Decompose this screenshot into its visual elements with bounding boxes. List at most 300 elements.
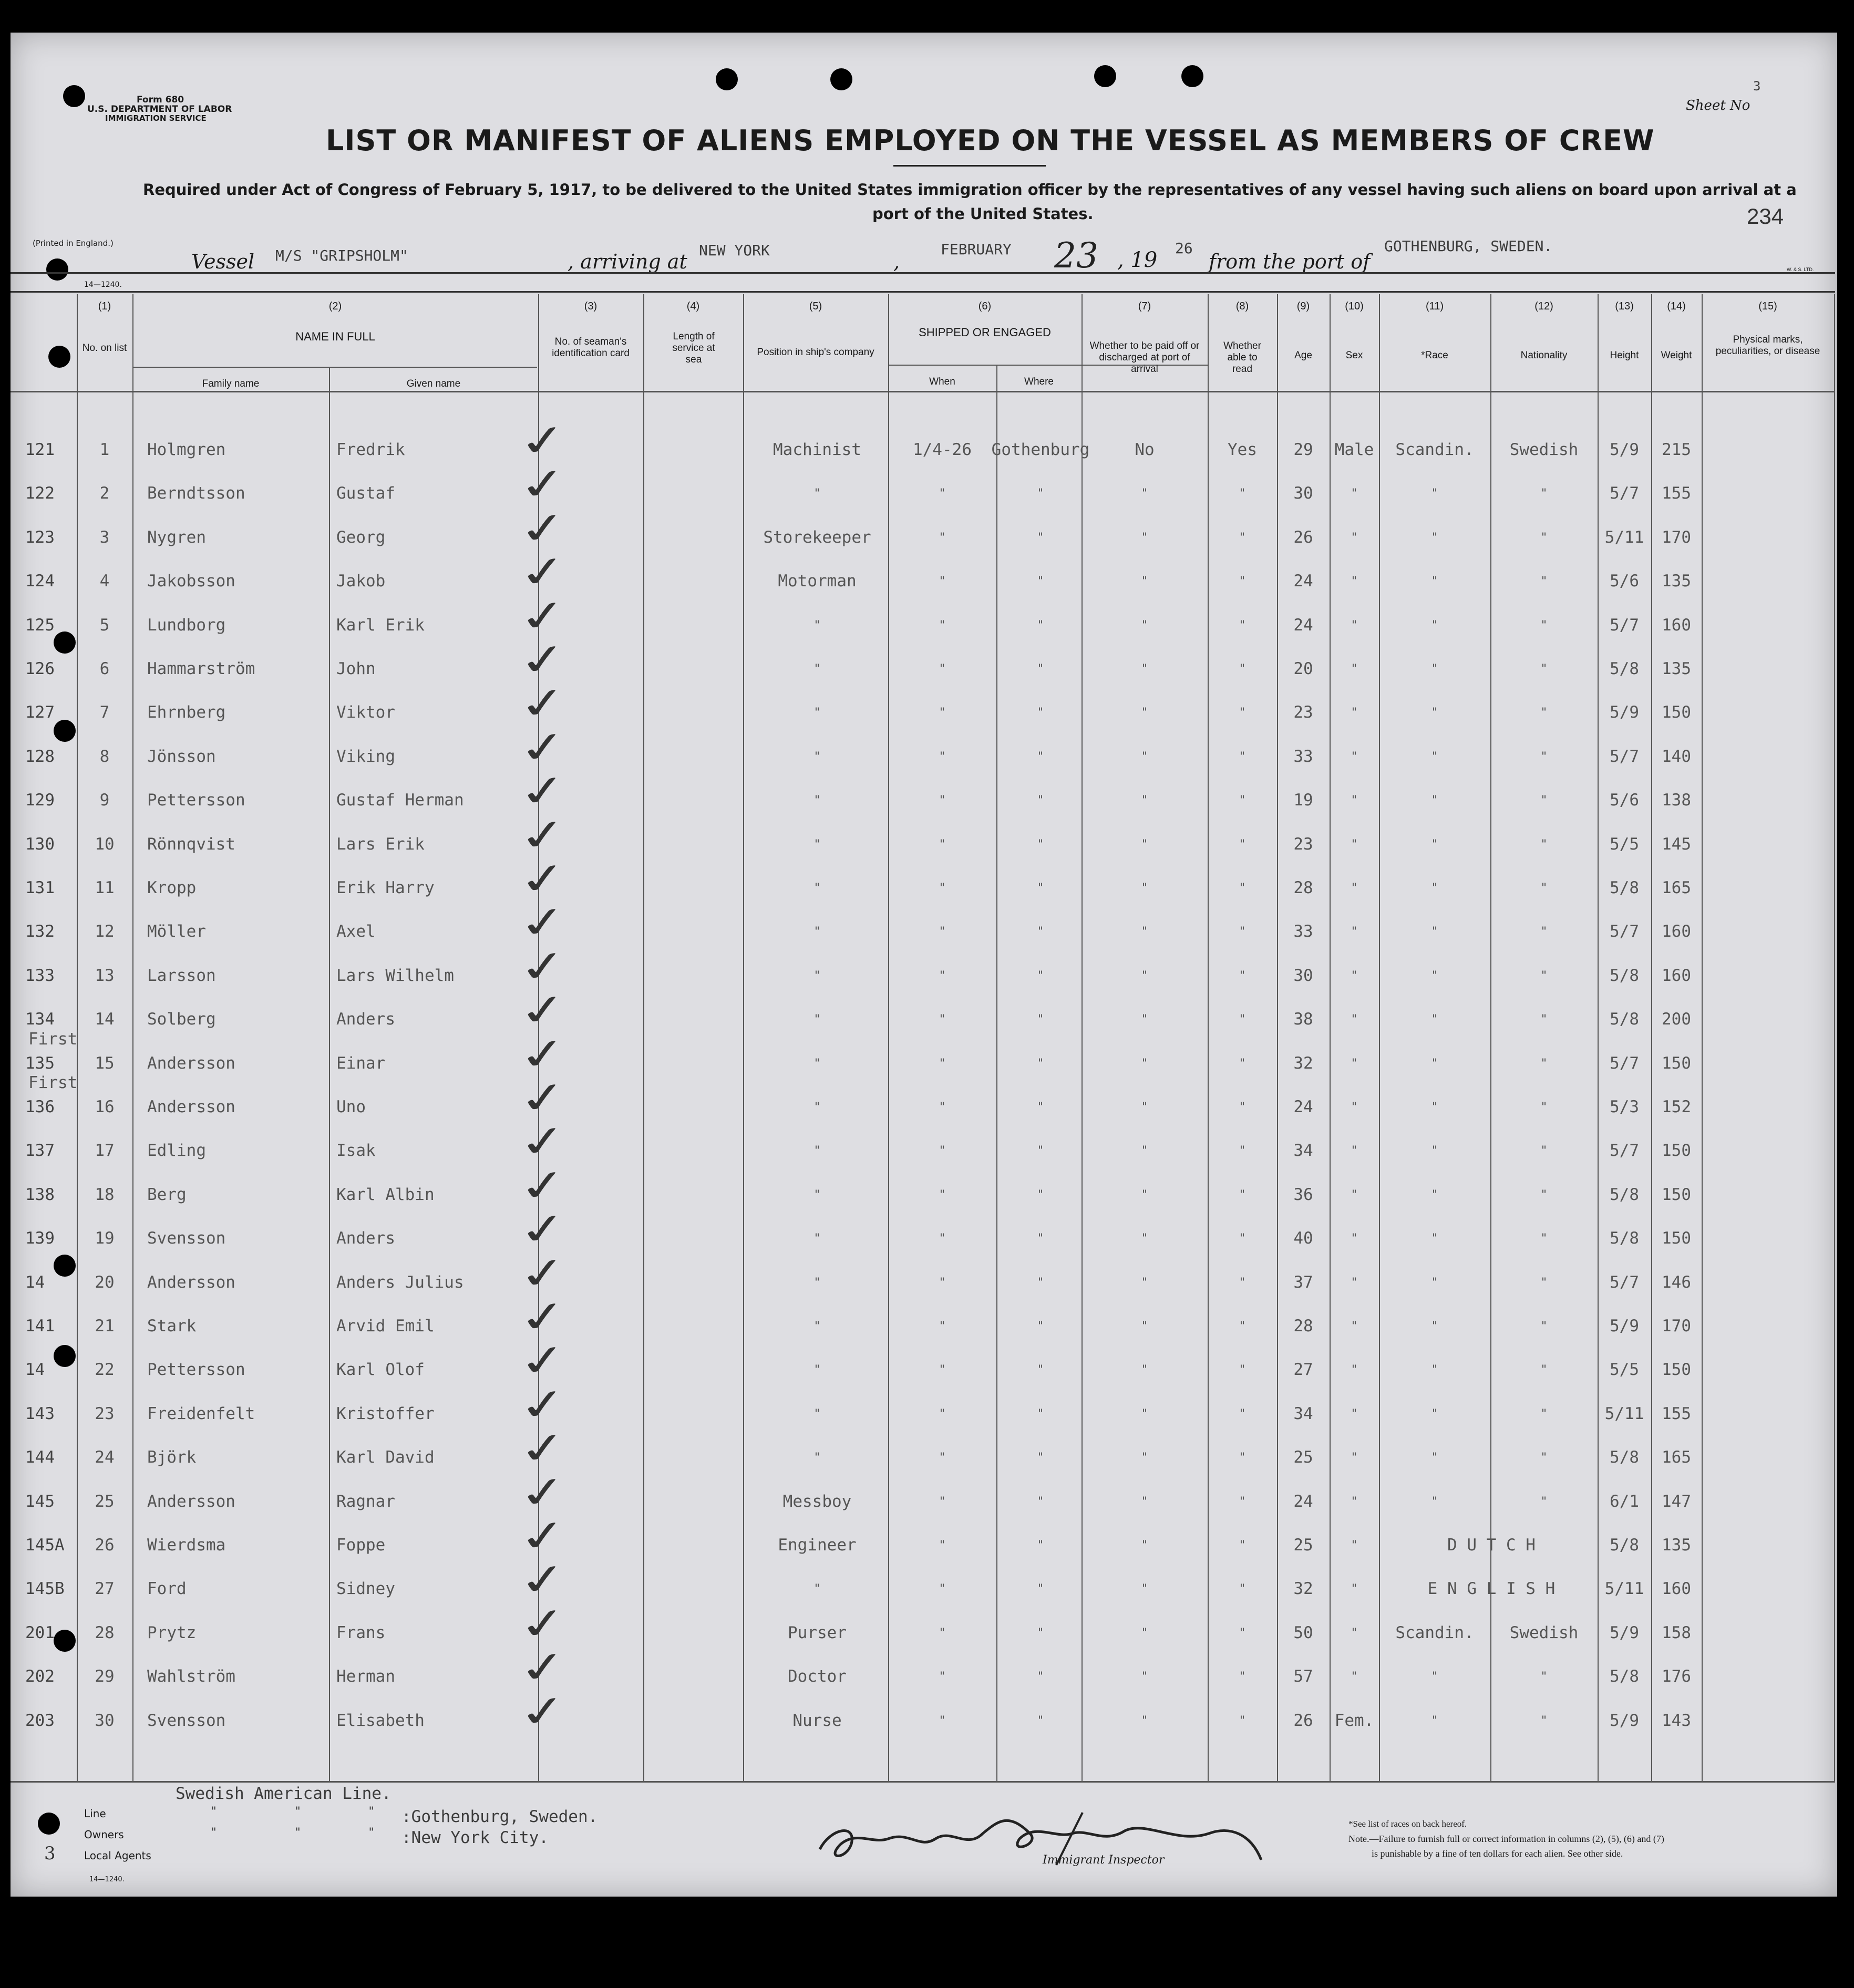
cell-no: 9 <box>99 791 110 810</box>
ditto-mark: " <box>939 487 946 501</box>
col-number: (11) <box>1425 301 1444 312</box>
ditto-mark: " <box>1037 531 1044 544</box>
cell-age: 37 <box>1293 1272 1313 1292</box>
ditto-mark: " <box>1239 969 1246 982</box>
punch-hole <box>716 68 738 90</box>
cell-margin: 137 <box>25 1141 55 1161</box>
ditto-mark: " <box>1431 794 1438 807</box>
check-mark-icon: ✓ <box>513 852 573 906</box>
cell-margin: 122 <box>25 484 55 503</box>
cell-age: 23 <box>1293 703 1313 722</box>
cell-age: 24 <box>1293 1492 1313 1511</box>
ditto-mark: " <box>1351 925 1358 939</box>
ditto-mark: " <box>1431 1101 1438 1114</box>
col-line <box>1702 294 1703 1781</box>
ditto-mark: " <box>1351 837 1358 851</box>
ditto-mark: " <box>1351 1407 1358 1421</box>
cell-family: Larsson <box>147 966 216 985</box>
punch-hole <box>63 85 85 107</box>
header-when: When <box>929 376 955 387</box>
cell-family: Freidenfelt <box>147 1404 255 1423</box>
header-nationality: Nationality <box>1520 350 1568 361</box>
cell-no: 4 <box>99 572 110 591</box>
cell-family: Andersson <box>147 1097 235 1116</box>
cell-margin: 202 <box>25 1667 55 1686</box>
cell-age: 33 <box>1293 747 1313 766</box>
ditto-mark: " <box>1540 575 1548 588</box>
cell-no: 7 <box>99 703 110 722</box>
cell-given: Axel <box>336 922 376 941</box>
ditto-mark: " <box>1239 1232 1246 1246</box>
cell-weight: 135 <box>1662 1536 1691 1555</box>
cell-age: 24 <box>1293 572 1313 591</box>
ditto-mark: " <box>1037 618 1044 632</box>
cell-margin: 124 <box>25 572 55 591</box>
cell-family: Möller <box>147 922 206 941</box>
ditto-mark: " <box>939 969 946 982</box>
ditto-mark: " <box>1351 1188 1358 1202</box>
col-number: (15) <box>1758 301 1777 312</box>
cell-weight: 140 <box>1662 747 1691 766</box>
form-code: 14—1240. <box>84 281 122 289</box>
ditto-mark: " <box>1239 882 1246 895</box>
ditto-mark: " <box>1540 1407 1548 1421</box>
ditto-mark: " <box>1141 1539 1148 1552</box>
cell-no: 29 <box>95 1667 115 1686</box>
punch-hole <box>46 258 68 281</box>
ditto-mark: " <box>1540 794 1548 807</box>
cell-age: 38 <box>1293 1010 1313 1029</box>
ditto-mark: " <box>1037 1363 1044 1377</box>
cell-position: Purser <box>788 1623 847 1642</box>
ditto-mark: " <box>813 750 821 763</box>
cell-height: 5/8 <box>1610 1229 1639 1248</box>
check-mark-icon: ✓ <box>513 589 573 643</box>
cell-height: 6/1 <box>1610 1492 1639 1511</box>
cell-when: 1/4-26 <box>913 440 972 459</box>
ditto-mark: " <box>813 1451 821 1465</box>
cell-family: Nygren <box>147 527 206 547</box>
cell-height: 5/8 <box>1610 878 1639 897</box>
cell-age: 36 <box>1293 1185 1313 1204</box>
cell-family: Solberg <box>147 1010 216 1029</box>
cell-family: Lundborg <box>147 615 226 635</box>
cell-no: 27 <box>95 1579 115 1599</box>
ditto-mark: " <box>939 1407 946 1421</box>
cell-height: 5/7 <box>1610 484 1639 503</box>
ditto-mark: " <box>813 837 821 851</box>
header-able-read: Whether able to read <box>1223 340 1261 375</box>
punch-hole <box>1094 65 1116 87</box>
col-line <box>743 294 744 1781</box>
ditto-mark: " <box>939 1232 946 1246</box>
check-mark-icon: ✓ <box>513 1027 573 1081</box>
check-mark-icon: ✓ <box>513 1597 573 1651</box>
ditto-mark: " <box>1351 1013 1358 1027</box>
col-number: (4) <box>686 301 700 312</box>
cell-position: Doctor <box>788 1667 847 1686</box>
arrival-month: FEBRUARY <box>941 241 1012 258</box>
ditto-mark: " <box>1037 1188 1044 1202</box>
col-number: (9) <box>1296 301 1310 312</box>
document-title: LIST OR MANIFEST OF ALIENS EMPLOYED ON THE VESSEL AS MEMBERS OF CREW <box>326 124 1655 157</box>
cell-no: 19 <box>95 1229 115 1248</box>
ditto-mark: " <box>1540 1451 1548 1465</box>
ditto-mark: " <box>1239 487 1246 501</box>
ditto-mark: " <box>1239 531 1246 544</box>
punch-hole <box>38 1813 60 1835</box>
cell-given: Anders Julius <box>336 1272 464 1292</box>
cell-weight: 165 <box>1662 1448 1691 1467</box>
cell-margin: 139 <box>25 1229 55 1248</box>
ditto-mark: " <box>294 1826 302 1839</box>
cell-margin: 128 <box>25 747 55 766</box>
cell-no: 17 <box>95 1141 115 1161</box>
ditto-mark: " <box>813 925 821 939</box>
ditto-mark: " <box>294 1805 302 1818</box>
punch-hole <box>830 68 852 90</box>
cell-height: 5/11 <box>1604 1404 1644 1423</box>
col-line <box>888 294 889 1781</box>
cell-age: 32 <box>1293 1053 1313 1073</box>
header-name-in-full: NAME IN FULL <box>295 330 375 343</box>
inspector-label: Immigrant Inspector <box>1043 1854 1165 1867</box>
vessel-label: Vessel <box>191 250 255 273</box>
cell-weight: 160 <box>1662 1579 1691 1599</box>
cell-no: 5 <box>99 615 110 635</box>
cell-margin: 125 <box>25 615 55 635</box>
col-line <box>1490 294 1491 1781</box>
cell-height: 5/7 <box>1610 615 1639 635</box>
table-bottom-rule <box>11 1781 1835 1783</box>
ditto-mark: " <box>1037 1626 1044 1640</box>
cell-height: 5/8 <box>1610 1185 1639 1204</box>
cell-given: Jakob <box>336 572 386 591</box>
col-number: (14) <box>1667 301 1686 312</box>
ditto-mark: " <box>1431 837 1438 851</box>
check-mark-icon: ✓ <box>513 1115 573 1168</box>
ditto-mark: " <box>1037 882 1044 895</box>
ditto-mark: " <box>1141 969 1148 982</box>
ditto-mark: " <box>1431 969 1438 982</box>
col-line <box>643 294 644 1781</box>
line-label: Line <box>84 1807 106 1820</box>
check-mark-icon: ✓ <box>513 720 573 774</box>
punch-hole <box>54 720 76 742</box>
cell-given: Gustaf Herman <box>336 791 464 810</box>
vessel-name: M/S "GRIPSHOLM" <box>275 247 408 264</box>
ditto-mark: " <box>1037 794 1044 807</box>
cell-no: 13 <box>95 966 115 985</box>
sheet-label: Sheet No <box>1686 98 1750 113</box>
page-number: 234 <box>1747 204 1784 229</box>
cell-no: 11 <box>95 878 115 897</box>
ditto-mark: " <box>1540 487 1548 501</box>
ditto-mark: " <box>1351 1232 1358 1246</box>
ditto-mark: " <box>1037 1582 1044 1596</box>
ditto-mark: " <box>939 1363 946 1377</box>
col-number: (12) <box>1534 301 1553 312</box>
ditto-mark: " <box>1141 837 1148 851</box>
cell-family: Pettersson <box>147 1360 245 1380</box>
cell-weight: 200 <box>1662 1010 1691 1029</box>
cell-given: Arvid Emil <box>336 1317 435 1335</box>
cell-no: 16 <box>95 1097 115 1116</box>
ditto-mark: " <box>1431 531 1438 544</box>
header-length-service: Length of service at sea <box>672 331 715 365</box>
ditto-mark: " <box>1141 1232 1148 1246</box>
ditto-mark: " <box>1037 1013 1044 1027</box>
cell-family: Svensson <box>147 1711 226 1730</box>
check-mark-icon: ✓ <box>513 1509 573 1563</box>
cell-weight: 147 <box>1662 1492 1691 1511</box>
ditto-mark: " <box>1431 1057 1438 1070</box>
ditto-mark: " <box>1351 1320 1358 1333</box>
cell-family: Andersson <box>147 1272 235 1292</box>
cell-age: 40 <box>1293 1229 1313 1248</box>
ditto-mark: " <box>813 1144 821 1158</box>
arrival-port: NEW YORK <box>699 242 770 259</box>
cell-given: Viking <box>336 747 395 766</box>
cell-margin: 126 <box>25 659 55 678</box>
ditto-mark: " <box>939 1057 946 1070</box>
ditto-mark: " <box>1351 969 1358 982</box>
check-mark-icon: ✓ <box>513 677 573 730</box>
ditto-mark: " <box>210 1805 218 1818</box>
ditto-mark: " <box>1037 1451 1044 1465</box>
arriving-label: , arriving at <box>568 250 687 273</box>
ditto-mark: " <box>1351 1495 1358 1508</box>
cell-no: 22 <box>95 1360 115 1380</box>
ditto-mark: " <box>1351 1670 1358 1684</box>
header-id-card: No. of seaman's identification card <box>552 336 630 359</box>
race-note: *See list of races on back hereof. <box>1348 1819 1467 1829</box>
check-mark-icon: ✓ <box>513 1334 573 1388</box>
cell-given: John <box>336 659 376 678</box>
ditto-mark: " <box>1239 1276 1246 1289</box>
cell-no: 8 <box>99 747 110 766</box>
cell-height: 5/9 <box>1610 1623 1639 1642</box>
ditto-mark: " <box>1037 1276 1044 1289</box>
ditto-mark: " <box>1431 925 1438 939</box>
cell-weight: 150 <box>1662 1185 1691 1204</box>
ditto-mark: " <box>1239 1057 1246 1070</box>
cell-given: Isak <box>336 1141 376 1161</box>
cell-weight: 170 <box>1662 1317 1691 1335</box>
cell-weight: 145 <box>1662 834 1691 854</box>
cell-family: Berndtsson <box>147 484 245 503</box>
cell-margin: 141 <box>25 1317 55 1335</box>
cell-family: Kropp <box>147 878 197 897</box>
ditto-mark: " <box>1141 1013 1148 1027</box>
ditto-mark: " <box>1351 794 1358 807</box>
col-number: (13) <box>1615 301 1634 312</box>
ditto-mark: " <box>1239 1582 1246 1596</box>
ditto-mark: " <box>1540 1495 1548 1508</box>
arrival-day: 23 <box>1054 235 1098 276</box>
cell-height: 5/8 <box>1610 659 1639 678</box>
ditto-mark: " <box>1540 1320 1548 1333</box>
cell-age: 57 <box>1293 1667 1313 1686</box>
cell-height: 5/8 <box>1610 1010 1639 1029</box>
departure-port: GOTHENBURG, SWEDEN. <box>1384 237 1553 255</box>
ditto-mark: " <box>1037 1670 1044 1684</box>
ditto-mark: " <box>1239 1626 1246 1640</box>
cell-sex: Fem. <box>1334 1711 1374 1730</box>
cell-height: 5/3 <box>1610 1097 1639 1116</box>
header-rule <box>11 391 1835 392</box>
ditto-mark: " <box>1540 750 1548 763</box>
ditto-mark: " <box>1351 882 1358 895</box>
cell-no: 6 <box>99 659 110 678</box>
ditto-mark: " <box>939 575 946 588</box>
check-mark-icon: ✓ <box>513 1378 573 1432</box>
ditto-mark: " <box>1540 1276 1548 1289</box>
check-mark-icon: ✓ <box>513 633 573 687</box>
cell-race: D U T C H <box>1447 1536 1536 1555</box>
ditto-mark: " <box>1351 1101 1358 1114</box>
cell-given: Herman <box>336 1667 395 1686</box>
cell-margin: 201 <box>25 1623 55 1642</box>
ditto-mark: " <box>1431 750 1438 763</box>
ditto-mark: " <box>1037 837 1044 851</box>
ditto-mark: " <box>1141 1057 1148 1070</box>
printer-mark: W. & S. LTD. <box>1787 267 1814 272</box>
ditto-mark: " <box>1540 1013 1548 1027</box>
ditto-mark: " <box>1239 662 1246 676</box>
ditto-mark: " <box>1239 575 1246 588</box>
ditto-mark: " <box>813 1582 821 1596</box>
col-number: (2) <box>328 301 342 312</box>
cell-given: Georg <box>336 527 386 547</box>
cell-age: 30 <box>1293 966 1313 985</box>
ditto-mark: " <box>813 1407 821 1421</box>
cell-given: Frans <box>336 1623 386 1642</box>
ditto-mark: " <box>813 1276 821 1289</box>
ditto-mark: " <box>1037 487 1044 501</box>
cell-margin: 132 <box>25 922 55 941</box>
col-line <box>1277 294 1278 1781</box>
cell-race: Scandin. <box>1395 440 1474 459</box>
cell-height: 5/5 <box>1610 834 1639 854</box>
check-mark-icon: ✓ <box>513 1202 573 1256</box>
check-mark-icon: ✓ <box>513 458 573 511</box>
ditto-mark: " <box>939 882 946 895</box>
ditto-mark: " <box>1141 1320 1148 1333</box>
cell-weight: 170 <box>1662 527 1691 547</box>
col-number: (7) <box>1138 301 1151 312</box>
cell-weight: 158 <box>1662 1623 1691 1642</box>
col-line <box>1834 294 1835 1781</box>
ditto-mark: " <box>1431 1670 1438 1684</box>
local-agents-label: Local Agents <box>84 1849 151 1862</box>
margin-mark: 3 <box>44 1843 56 1864</box>
cell-read: Yes <box>1228 440 1257 459</box>
ditto-mark: " <box>1431 882 1438 895</box>
cell-where: Gothenburg <box>991 440 1090 459</box>
owners-label: Owners <box>84 1828 124 1841</box>
ditto-mark: " <box>1351 1363 1358 1377</box>
check-mark-icon: ✓ <box>513 896 573 949</box>
ditto-mark: " <box>939 1714 946 1727</box>
cell-margin: 14 <box>25 1360 45 1380</box>
cell-given: Lars Erik <box>336 834 425 854</box>
ditto-mark: " <box>1239 618 1246 632</box>
header-family-name: Family name <box>202 378 260 389</box>
ditto-mark: " <box>1540 706 1548 720</box>
ditto-mark: " <box>368 1826 375 1839</box>
cell-height: 5/9 <box>1610 1317 1639 1335</box>
ditto-mark: " <box>1431 1013 1438 1027</box>
cell-family: Andersson <box>147 1492 235 1511</box>
ditto-mark: " <box>1431 1188 1438 1202</box>
ditto-mark: " <box>1037 925 1044 939</box>
ditto-mark: " <box>1351 1276 1358 1289</box>
ditto-mark: " <box>1141 1188 1148 1202</box>
cell-age: 33 <box>1293 922 1313 941</box>
cell-paid: No <box>1135 440 1155 459</box>
ditto-mark: " <box>1351 662 1358 676</box>
cell-given: Karl Erik <box>336 615 425 635</box>
cell-margin: 121 <box>25 440 55 459</box>
ditto-mark: " <box>1351 1144 1358 1158</box>
cell-height: 5/11 <box>1604 1579 1644 1599</box>
cell-given: Karl Albin <box>336 1185 435 1204</box>
ditto-mark: " <box>1239 837 1246 851</box>
col-line <box>1082 294 1083 1781</box>
ditto-mark: " <box>1351 1582 1358 1596</box>
cell-family: Pettersson <box>147 791 245 810</box>
ditto-mark: " <box>939 706 946 720</box>
check-mark-icon: ✓ <box>513 1465 573 1519</box>
subheader-rule <box>132 367 537 368</box>
cell-weight: 150 <box>1662 703 1691 722</box>
cell-given: Gustaf <box>336 484 395 503</box>
printed-note: (Printed in England.) <box>33 239 114 248</box>
punch-hole <box>1181 65 1203 87</box>
ditto-mark: " <box>1037 1495 1044 1508</box>
ditto-mark: " <box>1540 1363 1548 1377</box>
ditto-mark: " <box>1141 1363 1148 1377</box>
ditto-mark: " <box>1037 706 1044 720</box>
ditto-mark: " <box>939 1101 946 1114</box>
cell-margin: 134 <box>25 1010 55 1029</box>
cell-weight: 146 <box>1662 1272 1691 1292</box>
cell-position: Machinist <box>773 440 861 459</box>
cell-age: 27 <box>1293 1360 1313 1380</box>
ditto-mark: " <box>813 1057 821 1070</box>
cell-age: 28 <box>1293 878 1313 897</box>
cell-no: 15 <box>95 1053 115 1073</box>
cell-margin: 145 <box>25 1492 55 1511</box>
cell-weight: 150 <box>1662 1229 1691 1248</box>
col-line <box>1598 294 1599 1781</box>
cell-height: 5/8 <box>1610 1448 1639 1467</box>
ditto-mark: " <box>1540 882 1548 895</box>
ditto-mark: " <box>1431 487 1438 501</box>
ditto-mark: " <box>939 1013 946 1027</box>
ditto-mark: " <box>1037 1714 1044 1727</box>
cell-position: Nurse <box>792 1711 842 1730</box>
fine-note: is punishable by a fine of ten dollars for each alien. See other side. <box>1372 1848 1623 1859</box>
ditto-mark: " <box>1239 1714 1246 1727</box>
sheet-number: 3 <box>1753 79 1761 94</box>
form-number: Form 680 <box>137 95 184 105</box>
cell-no: 21 <box>95 1317 115 1335</box>
cell-given: Ragnar <box>336 1492 395 1511</box>
ditto-mark: " <box>1351 618 1358 632</box>
cell-weight: 150 <box>1662 1053 1691 1073</box>
